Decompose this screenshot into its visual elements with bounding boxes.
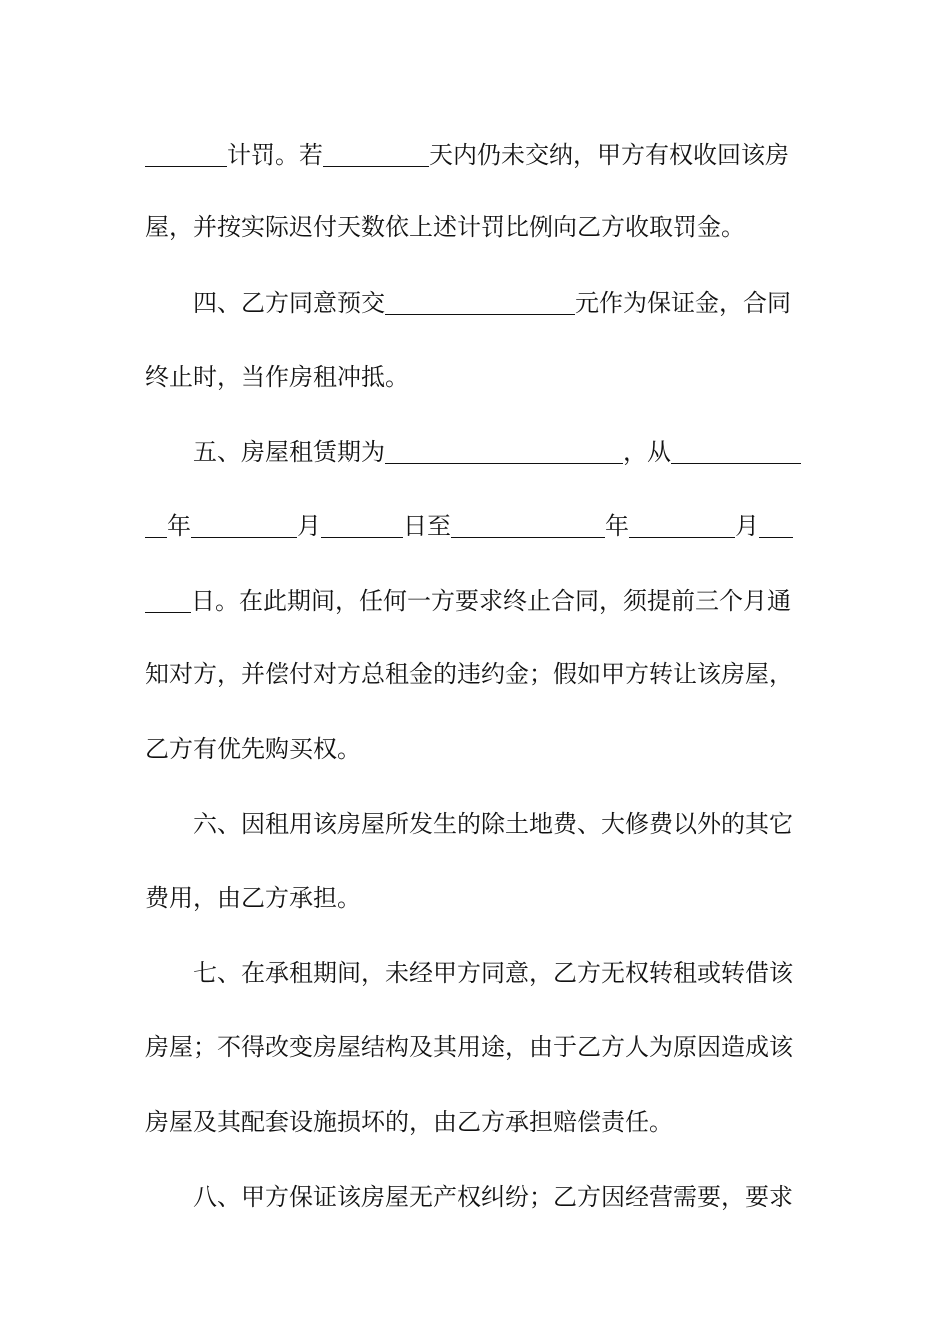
blank-field[interactable]: [145, 509, 167, 538]
blank-field[interactable]: [759, 509, 793, 538]
line-text: 月: [735, 512, 759, 540]
line-text: 终止时，当作房租冲抵。: [145, 363, 409, 391]
text-line-6: [145, 505, 805, 545]
text-line-10: [193, 804, 805, 844]
line-text: 知对方，并偿付对方总租金的违约金；假如甲方转让该房屋，: [145, 660, 793, 688]
blank-field[interactable]: [385, 435, 623, 464]
line-text: 年: [605, 512, 629, 540]
line-text: 五、房屋租赁期为: [193, 438, 385, 466]
line-text: 房屋；不得改变房屋结构及其用途，由于乙方人为原因造成该: [145, 1033, 793, 1061]
line-text: 计罚。若: [227, 141, 323, 169]
blank-field[interactable]: [385, 286, 575, 315]
blank-field[interactable]: [629, 509, 735, 538]
line-text: 八、甲方保证该房屋无产权纠纷；乙方因经营需要，要求: [193, 1183, 793, 1211]
text-line-7: [145, 580, 805, 620]
blank-field[interactable]: [323, 138, 429, 167]
line-text: 七、在承租期间，未经甲方同意，乙方无权转租或转借该: [193, 959, 793, 987]
line-text: ，从: [623, 438, 671, 466]
blank-field[interactable]: [145, 584, 191, 613]
blank-field[interactable]: [191, 509, 297, 538]
line-text: 日至: [403, 512, 451, 540]
text-line-3: [193, 282, 805, 322]
blank-field[interactable]: [671, 435, 801, 464]
text-line-12: [193, 953, 805, 993]
blank-field[interactable]: [321, 509, 403, 538]
line-text: 四、乙方同意预交: [193, 289, 385, 317]
line-text: 屋，并按实际迟付天数依上述计罚比例向乙方收取罚金。: [145, 213, 745, 241]
line-text: 元作为保证金，合同: [575, 289, 791, 317]
text-line-9: [145, 729, 805, 769]
text-line-13: [145, 1027, 805, 1067]
line-text: 月: [297, 512, 321, 540]
line-text: 费用，由乙方承担。: [145, 884, 361, 912]
text-line-11: [145, 878, 805, 918]
text-line-15: [193, 1177, 805, 1217]
text-line-5: [193, 431, 805, 471]
line-text: 六、因租用该房屋所发生的除土地费、大修费以外的其它: [193, 810, 793, 838]
text-line-14: [145, 1102, 805, 1142]
text-line-1: [145, 134, 805, 174]
line-text: 乙方有优先购买权。: [145, 735, 361, 763]
line-text: 日。在此期间，任何一方要求终止合同，须提前三个月通: [191, 587, 791, 615]
line-text: 年: [167, 512, 191, 540]
line-text: 天内仍未交纳，甲方有权收回该房: [429, 141, 789, 169]
blank-field[interactable]: [145, 138, 227, 167]
line-text: 房屋及其配套设施损坏的，由乙方承担赔偿责任。: [145, 1108, 673, 1136]
text-line-2: [145, 207, 805, 247]
text-line-8: [145, 654, 805, 694]
blank-field[interactable]: [451, 509, 605, 538]
text-line-4: [145, 357, 805, 397]
